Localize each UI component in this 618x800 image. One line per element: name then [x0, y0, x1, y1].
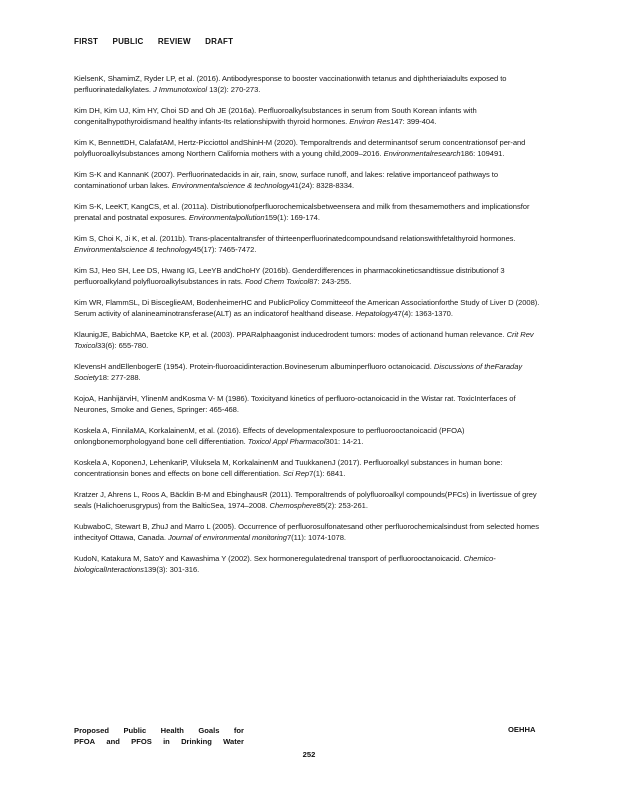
reference-entry: Kim S, Choi K, Ji K, et al. (2011b). Trans-placentaltransfer of thirteenperfluorinatedcompoundsand relationswithfetalthyroid hormones. Environmentalscience & technology45(17): 7465-7472. — [74, 234, 516, 255]
reference-entry: Kim DH, Kim UJ, Kim HY, Choi SD and Oh JE (2016a). Perfluoroalkylsubstances in serum from South Korean infants with congenitalhypothyroidismand healthy infants-Its relationshipwith thyroid hormones. Environ Res147: 399-404. — [74, 106, 477, 127]
reference-source: Environmentalresearch — [383, 149, 461, 159]
reference-source: Toxicol Appl Pharmacol — [247, 437, 326, 447]
reference-source: Discussions of theFaraday Society — [74, 362, 523, 383]
reference-source: Environ Res — [349, 117, 391, 127]
reference-source: J Immunotoxicol — [152, 85, 208, 95]
page-number: 252 — [302, 750, 316, 759]
reference-entry: KojoA, HanhijärviH, YlinenM andKosma V- M (1986). Toxicityand kinetics of perfluoro-octanoicacid in the Wistar rat. ToxicInterfaces of Neurones, Smoke and Genes, Springer: 465-468. — [74, 394, 516, 415]
reference-source: Environmentalscience & technology — [74, 245, 193, 255]
reference-entry: Koskela A, KoponenJ, LehenkariP, Viluksela M, KorkalainenM and TuukkanenJ (2017). Perfluoroalkyl substances in human bone: concentrationsin bones and effects on bone cell differentiation. Sci Rep7(1): 6841. — [74, 458, 503, 479]
footer-title — [74, 725, 274, 747]
reference-entry: Kim S-K and KannanK (2007). Perfluorinatedacids in air, rain, snow, surface runoff, and lakes: relative importanceof pathways to contaminationof urban lakes. Environmentalscience & technology41(24): 8328-8334. — [74, 170, 499, 191]
reference-list — [74, 73, 544, 585]
reference-source: Food Chem Toxicol — [244, 277, 310, 287]
reference-entry: Koskela A, FinnilaMA, KorkalainenM, et al. (2016). Effects of developmentalexposure to perfluorooctanoicacid (PFOA) onlongbonemorphologyand bone cell differentiation. Toxicol Appl Pharmacol301: 14-21. — [74, 426, 465, 447]
footer-title-line-1: Proposed Public Health Goals for — [74, 726, 244, 735]
reference-entry: KielsenK, ShamimZ, Ryder LP, et al. (2016). Antibodyresponse to booster vaccinationwith tetanus and diphtheriaiadults exposed to perfluorinatedalkylates. J Immunotoxicol 13(2): 270-273. — [74, 74, 507, 95]
footer-agency: OEHHA — [508, 725, 536, 734]
reference-source: Environmentalpollution — [188, 213, 265, 223]
reference-entry: KubwaboC, Stewart B, ZhuJ and Marro L (2005). Occurrence of perfluorosulfonatesand other perfluorochemicalsindust from selected homes inthecityof Ottawa, Canada. Journal of environmental monitoring7(11): 1074-1078. — [74, 522, 539, 543]
reference-source: Chemico-biologicalInteractions — [74, 554, 496, 575]
reference-source: Environmentalscience & technology — [171, 181, 291, 191]
reference-entry: KlevensH andEllenbogerE (1954). Protein-fluoroacidinteraction.Bovineserum albuminperfluoro octanoicacid. Discussions of theFaraday Society18: 277-288. — [74, 362, 523, 383]
reference-source: Chemosphere — [269, 501, 317, 511]
reference-entry: Kim WR, FlammSL, Di BisceglieAM, BodenheimerHC and PublicPolicy Committeeof the American Associationforthe Study of Liver D (2008). Serum activity of alanineaminotransferase(ALT) as an indicatorof healthand disease. Hepatology47(4): 1363-1370. — [74, 298, 540, 319]
reference-entry: Kratzer J, Ahrens L, Roos A, Bäcklin B-M and EbinghausR (2011). Temporaltrends of polyfluoroalkyl compounds(PFCs) in livertissue of grey seals (Halichoerusgrypus) from the BalticSea, 1974–2008. Chemosphere85(2): 253-261. — [74, 490, 537, 511]
reference-entry: Kim SJ, Heo SH, Lee DS, Hwang IG, LeeYB andChoHY (2016b). Genderdifferences in pharmacokineticsandtissue distributionof 3 perfluoroalkyland polyfluoroalkylsubstances in rats. Food Chem Toxicol87: 243-255. — [74, 266, 505, 287]
draft-header: FIRST PUBLIC REVIEW DRAFT — [74, 37, 234, 46]
reference-entry: KlaunigJE, BabichMA, Baetcke KP, et al. (2003). PPARalphaagonist inducedrodent tumors: modes of actionand human relevance. Crit Rev Toxicol33(6): 655-780. — [74, 330, 534, 351]
reference-source: Hepatology — [355, 309, 394, 319]
reference-source: Crit Rev Toxicol — [74, 330, 534, 351]
reference-entry: Kim K, BennettDH, CalafatAM, Hertz-Picciottol andShinH-M (2020). Temporaltrends and determinantsof serum concentrationsof per-and polyfluoroalkylsubstances among Northern California mothers with a young child,2009–2016. Environmentalresearch186: 109491. — [74, 138, 526, 159]
reference-source: Sci Rep — [282, 469, 310, 479]
footer-title-line-2: PFOA and PFOS in Drinking Water — [74, 737, 244, 746]
reference-entry: Kim S-K, LeeKT, KangCS, et al. (2011a). Distributionofperfluorochemicalsbetweensera and milk from thesamemothers and implicationsfor prenatal and postnatal exposures. Environmentalpollution159(1): 169-174. — [74, 202, 530, 223]
reference-source: Journal of environmental monitoring — [168, 533, 287, 543]
reference-entry: KudoN, Katakura M, SatoY and Kawashima Y (2002). Sex hormoneregulatedrenal transport of perfluorooctanoicacid. Chemico-biologicalInteractions139(3): 301-316. — [74, 554, 496, 575]
